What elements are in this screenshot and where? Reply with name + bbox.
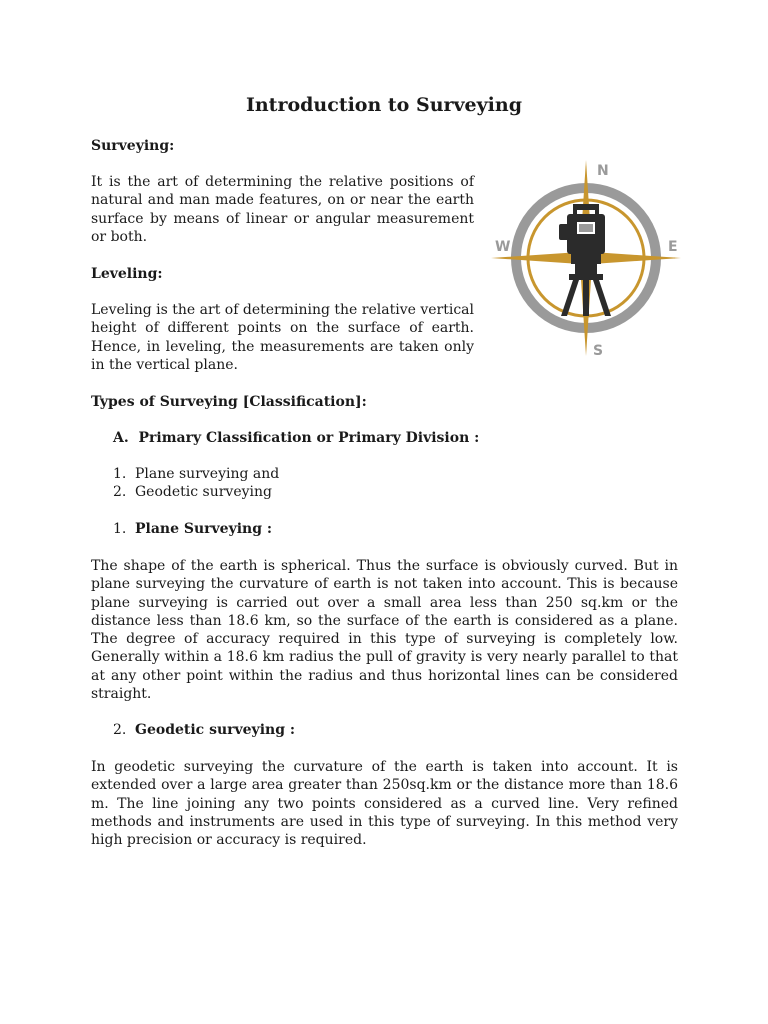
list-item-label: Geodetic surveying	[135, 484, 272, 501]
section-number: 1.	[113, 521, 127, 537]
surveying-paragraph: It is the art of determining the relative positions of natural and man made features, on or near the earth surface by means of linear or angular measurement or both.	[91, 174, 474, 245]
plane-surveying-paragraph: The shape of the earth is spherical. Thus the surface is obviously curved. But in plane surveying the curvature of earth is not taken into account. This is because plane surveying is carried out over a small area less than 250 sq.km or the distance less than 18.6 km, so the surface of the earth is considered as a plane. The degree of accuracy required in this type of surveying is completely low. Generally within a 18.6 km radius the pull of gravity is very nearly parallel to that at any other point within the radius and thus horizontal lines can be considered straight.	[91, 558, 678, 703]
geodetic-surveying-paragraph: In geodetic surveying the curvature of the earth is taken into account. It is extended over a large area greater than 250sq.km or the distance more than 18.6 m. The line joining any two points considered as a curved line. Very refined methods and instruments are used in this type of surveying. In this method very high precision or accuracy is required.	[91, 759, 678, 849]
primary-classification-heading: A. Primary Classification or Primary Division :	[113, 430, 480, 446]
primary-classification-list	[113, 465, 279, 502]
compass-west-label: W	[495, 239, 511, 255]
list-item-number: 2.	[113, 484, 127, 501]
compass-north-label: N	[597, 163, 609, 179]
section-label: Geodetic surveying :	[135, 722, 296, 738]
section-number: 2.	[113, 722, 127, 738]
list-item	[113, 465, 279, 483]
plane-surveying-heading	[113, 520, 272, 538]
surveying-heading: Surveying:	[91, 138, 175, 154]
list-item-number: 1.	[113, 466, 127, 482]
types-heading: Types of Surveying [Classification]:	[91, 394, 367, 410]
leveling-paragraph: Leveling is the art of determining the relative vertical height of different points on the surface of earth. Hence, in leveling, the measurements are taken only in the vertical plane.	[91, 302, 474, 373]
compass-east-label: E	[668, 239, 678, 255]
section-label: Plane Surveying :	[135, 521, 273, 537]
total-station-compass-icon	[489, 158, 685, 360]
compass-south-label: S	[593, 343, 604, 359]
geodetic-surveying-heading	[113, 721, 295, 739]
list-item-label: Plane surveying and	[135, 466, 280, 482]
leveling-heading: Leveling:	[91, 266, 163, 282]
list-item	[113, 483, 279, 501]
page-title: Introduction to Surveying	[245, 94, 523, 116]
